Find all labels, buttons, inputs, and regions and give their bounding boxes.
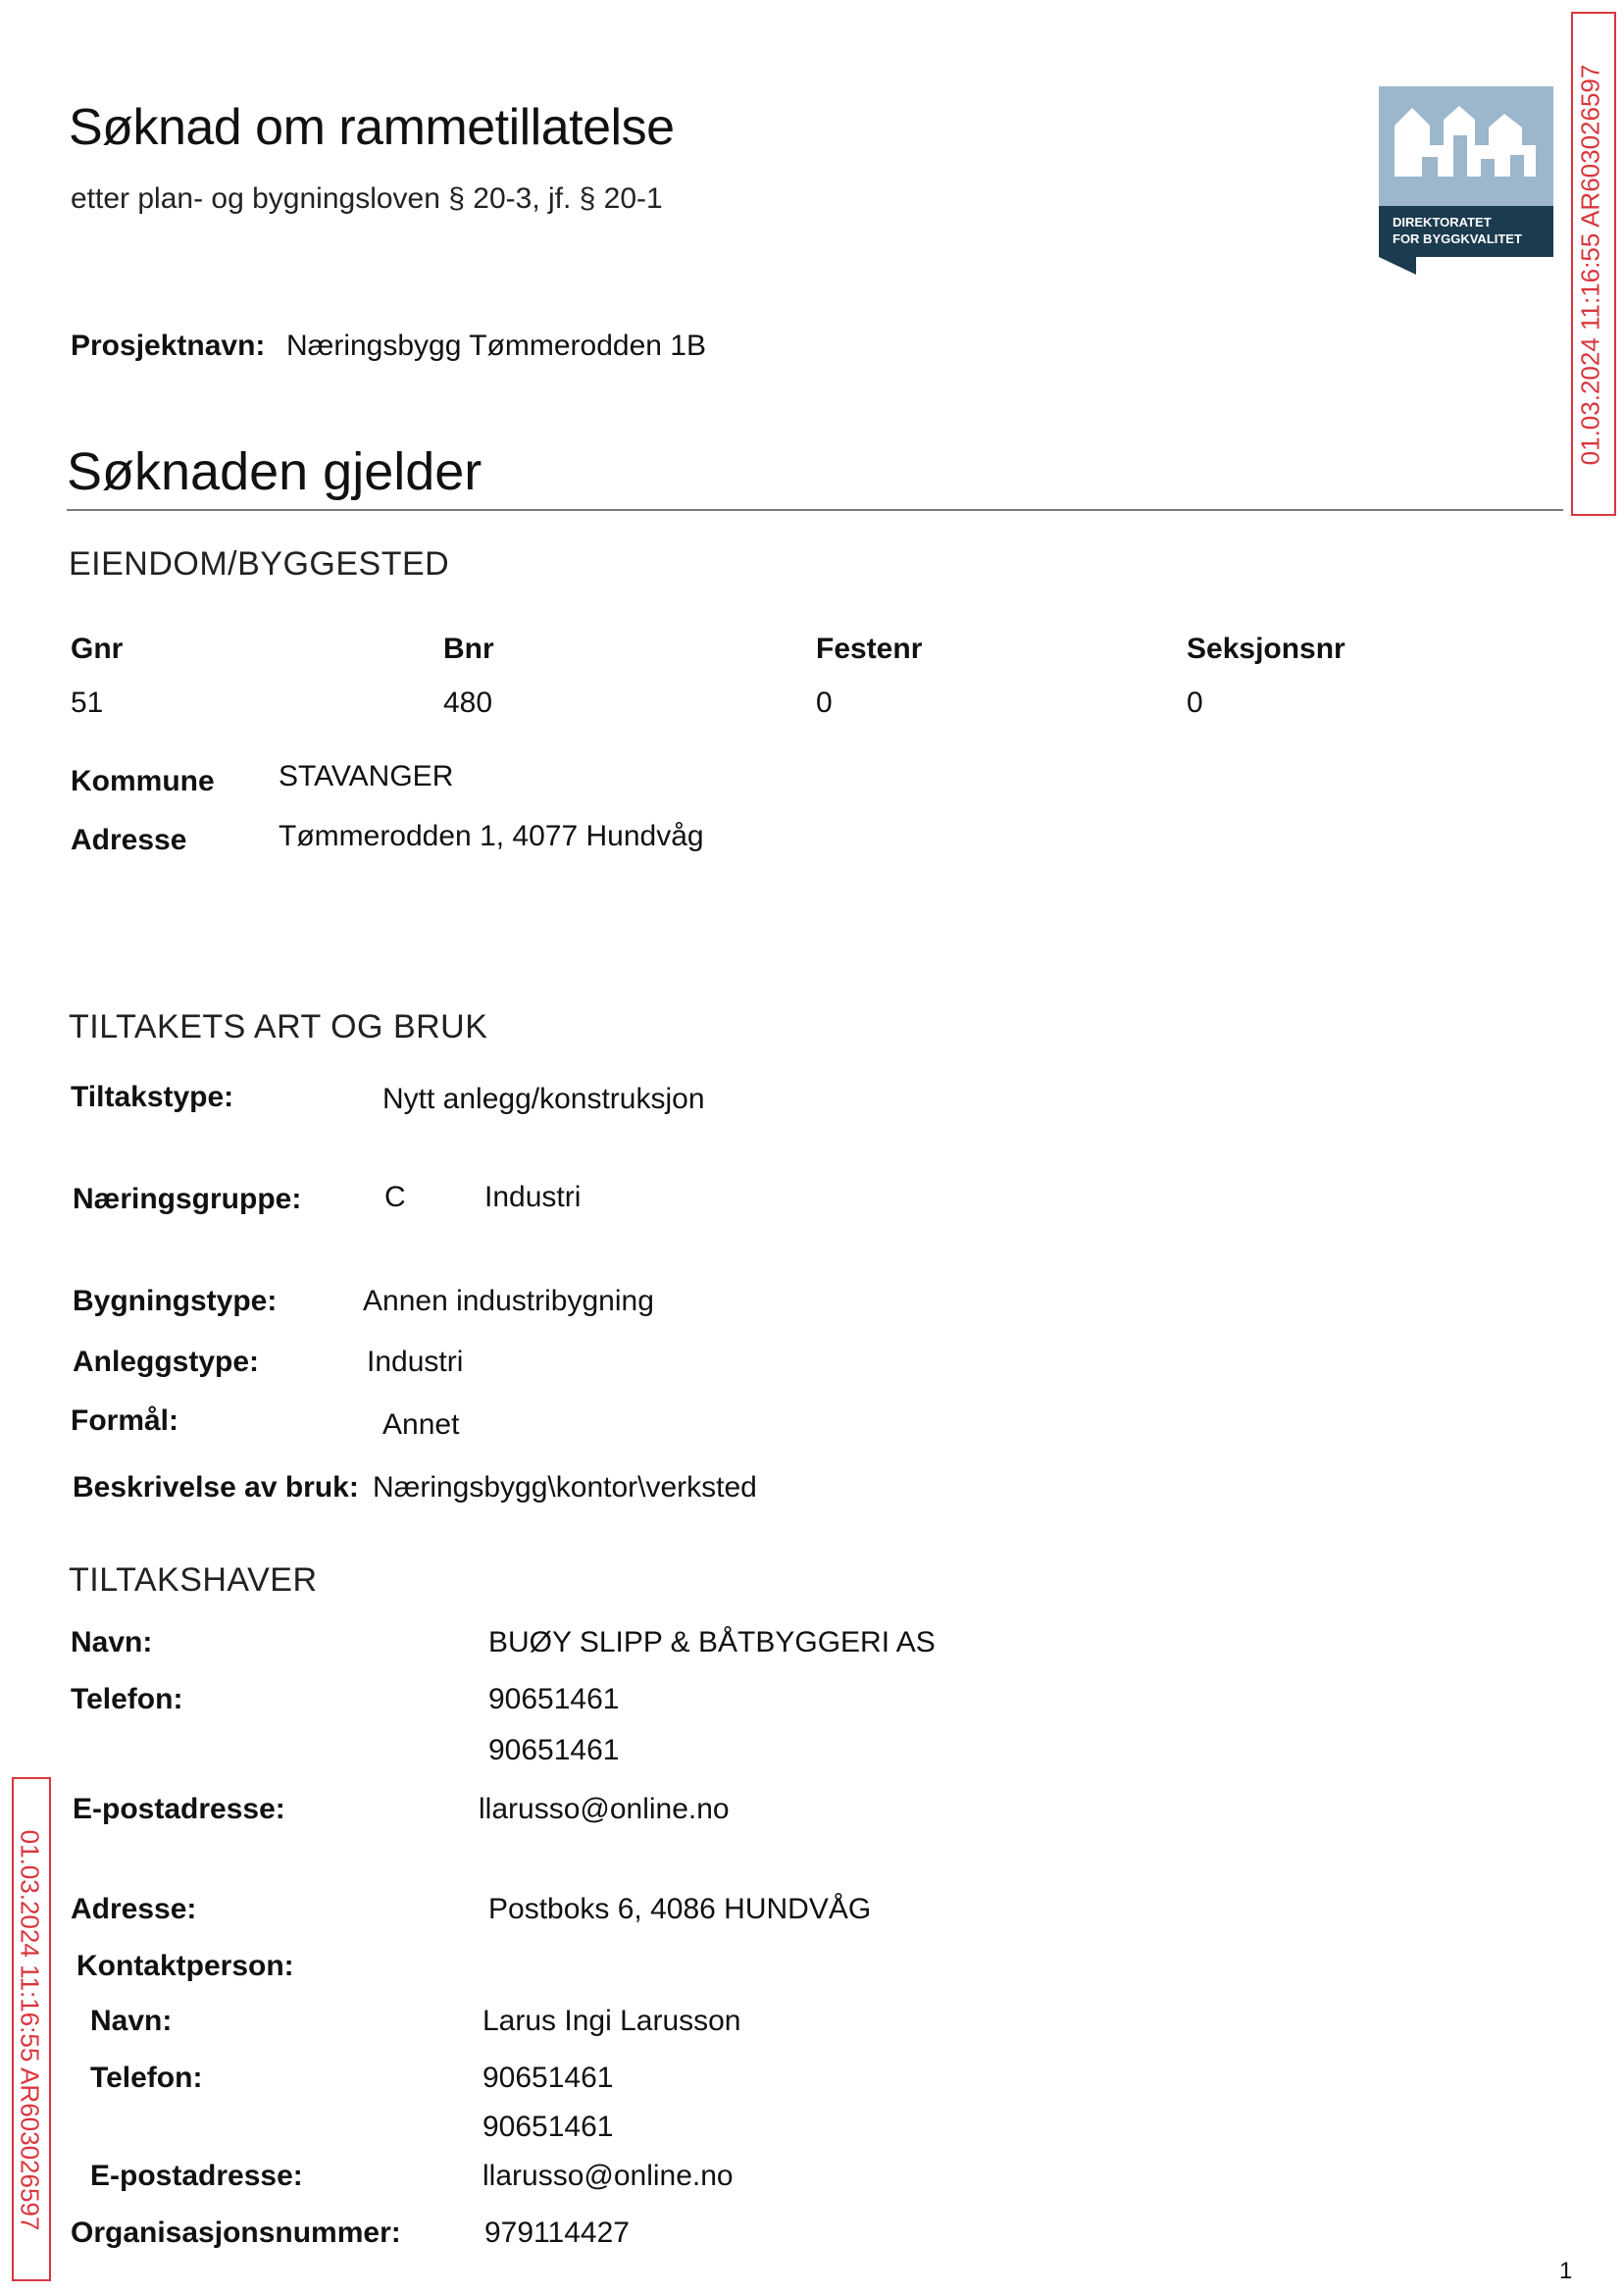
bygningstype-value: Annen industribygning [363,1285,654,1317]
document-subtitle: etter plan- og bygningsloven § 20-3, jf. § 20-1 [71,182,663,215]
tiltakstype-label: Tiltakstype: [71,1081,234,1113]
logo-line1: DIREKTORATET [1393,215,1492,229]
tiltakstype-value: Nytt anlegg/konstruksjon [382,1083,705,1115]
page-number: 1 [1559,2258,1573,2284]
bnr-value: 480 [443,687,493,719]
beskrivelse-value: Næringsbygg\kontor\verksted [373,1471,757,1504]
th-adresse-value: Postboks 6, 4086 HUNDVÅG [488,1893,872,1925]
stamp-top-right: 01.03.2024 11:16:55 AR603026597 [1575,64,1605,466]
eiendom-title: EIENDOM/BYGGESTED [69,545,450,583]
kp-telefon-value-2: 90651461 [482,2111,614,2143]
bnr-label: Bnr [443,633,494,665]
section-heading: Søknaden gjelder [67,442,482,501]
kp-navn-label: Navn: [90,2005,173,2037]
kp-telefon-value-1: 90651461 [482,2062,614,2094]
th-epost-label: E-postadresse: [73,1793,285,1825]
th-telefon-value-1: 90651461 [488,1683,620,1715]
formal-value: Annet [382,1408,460,1441]
seksjonsnr-value: 0 [1187,687,1203,719]
orgnr-value: 979114427 [484,2217,630,2249]
th-telefon-value-2: 90651461 [488,1734,620,1766]
naeringsgruppe-code: C [384,1181,406,1213]
naeringsgruppe-value: Industri [484,1181,582,1213]
seksjonsnr-label: Seksjonsnr [1187,633,1345,665]
heading-rule [67,509,1563,511]
bygningstype-label: Bygningstype: [73,1285,278,1317]
tiltakshaver-title: TILTAKSHAVER [69,1561,318,1599]
kommune-label: Kommune [71,765,215,797]
kontaktperson-label: Kontaktperson: [76,1950,294,1982]
stamp-left: 01.03.2024 11:16:55 AR603026597 [15,1829,45,2231]
anleggstype-value: Industri [367,1346,464,1378]
document-title: Søknad om rammetillatelse [69,99,675,156]
kp-navn-value: Larus Ingi Larusson [482,2005,741,2037]
gnr-value: 51 [71,687,104,719]
adresse-label: Adresse [71,824,187,856]
project-value: Næringsbygg Tømmerodden 1B [286,330,706,362]
festenr-value: 0 [816,687,833,719]
project-label: Prosjektnavn: [71,330,266,362]
th-epost-value: llarusso@online.no [479,1793,730,1825]
anleggstype-label: Anleggstype: [73,1346,260,1378]
formal-label: Formål: [71,1404,179,1437]
beskrivelse-label: Beskrivelse av bruk: [73,1471,359,1504]
th-navn-value: BUØY SLIPP & BÅTBYGGERI AS [488,1626,936,1658]
gnr-label: Gnr [71,633,124,665]
adresse-value: Tømmerodden 1, 4077 Hundvåg [279,820,704,852]
kp-epost-value: llarusso@online.no [482,2160,734,2192]
kp-epost-label: E-postadresse: [90,2160,303,2192]
dibk-logo [1379,86,1553,275]
festenr-label: Festenr [816,633,923,665]
kommune-value: STAVANGER [279,760,454,792]
th-telefon-label: Telefon: [71,1683,183,1715]
orgnr-label: Organisasjonsnummer: [71,2217,401,2249]
th-adresse-label: Adresse: [71,1893,197,1925]
naeringsgruppe-label: Næringsgruppe: [73,1183,302,1215]
th-navn-label: Navn: [71,1626,153,1658]
kp-telefon-label: Telefon: [90,2062,203,2094]
logo-line2: FOR BYGGKVALITET [1393,231,1522,246]
tiltak-title: TILTAKETS ART OG BRUK [69,1008,488,1045]
